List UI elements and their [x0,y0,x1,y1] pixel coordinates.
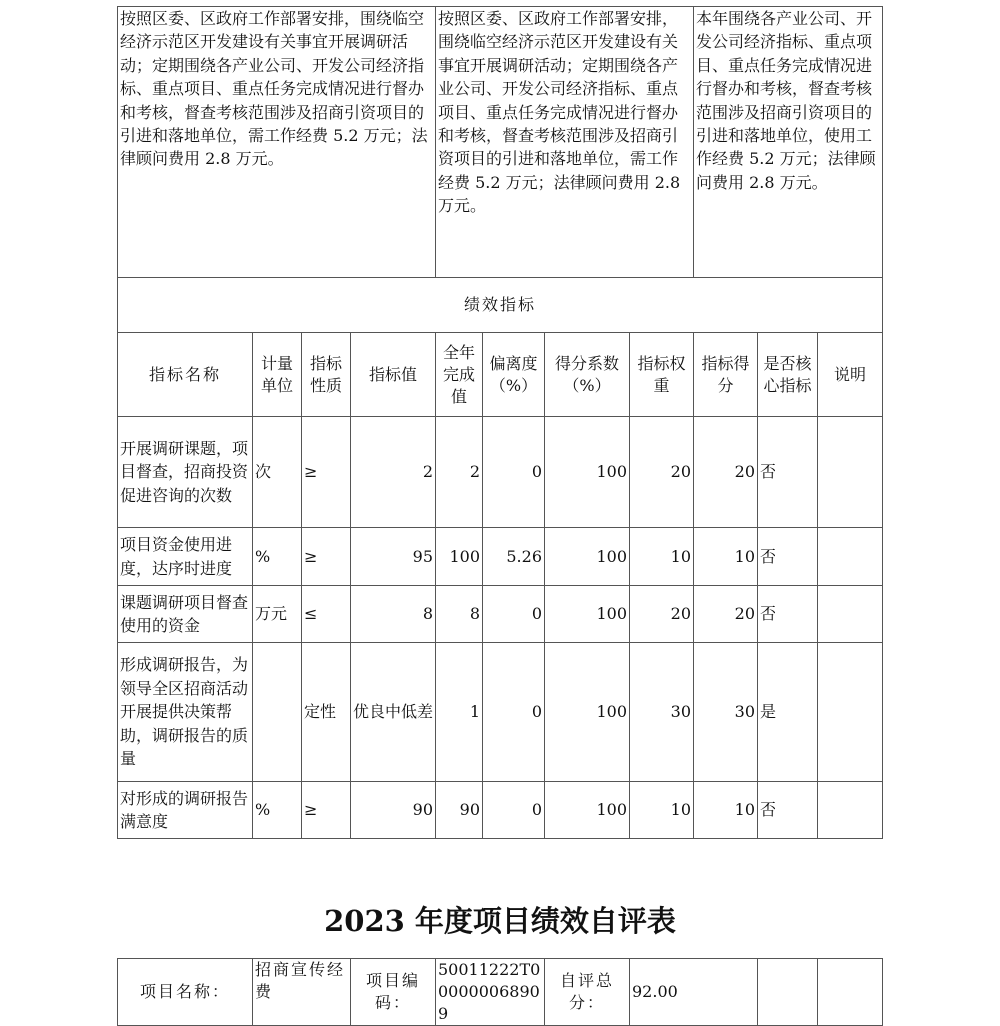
indicator-name: 课题调研项目督查使用的资金 [118,586,253,643]
actual-cell: 8 [436,586,483,643]
self-score-value: 92.00 [630,959,758,1026]
note-cell [818,643,883,782]
unit-cell: 万元 [253,586,302,643]
deviation-cell: 0 [483,586,545,643]
note-cell [818,528,883,586]
coefficient-cell: 100 [545,417,630,528]
score-cell: 10 [694,528,758,586]
unit-cell [253,643,302,782]
self-score-label: 自评总分： [545,959,630,1026]
indicator-name: 形成调研报告，为领导全区招商活动开展提供决策帮助，调研报告的质量 [118,643,253,782]
header-unit: 计量单位 [253,333,302,417]
coefficient-cell: 100 [545,782,630,839]
score-cell: 30 [694,643,758,782]
section-row [118,278,883,333]
actual-cell: 90 [436,782,483,839]
indicator-name: 开展调研课题，项目督查，招商投资促进咨询的次数 [118,417,253,528]
core-cell: 否 [758,782,818,839]
content-cell-plan: 按照区委、区政府工作部署安排，围绕临空经济示范区开发建设有关事宜开展调研活动；定期围绕各产业公司、开发公司经济指标、重点项目、重点任务完成情况进行督办和考核，督查考核范围涉及招商引资项目的引进和落地单位，需工作经费 5.2 万元；法律顾问费用 2.8 万元。 [118,7,436,278]
note-cell [818,782,883,839]
target-cell: 8 [351,586,436,643]
actual-cell: 1 [436,643,483,782]
target-cell: 2 [351,417,436,528]
table-row [118,643,883,782]
target-cell: 优良中低差 [351,643,436,782]
core-cell: 是 [758,643,818,782]
actual-cell: 100 [436,528,483,586]
weight-cell: 10 [630,782,694,839]
deviation-cell: 5.26 [483,528,545,586]
project-code-value: 50011222T000000068909 [436,959,545,1026]
actual-cell: 2 [436,417,483,528]
header-row [118,333,883,417]
unit-cell: % [253,528,302,586]
indicator-name: 项目资金使用进度，达序时进度 [118,528,253,586]
header-weight: 指标权重 [630,333,694,417]
coefficient-cell: 100 [545,586,630,643]
header-nature: 指标性质 [302,333,351,417]
weight-cell: 20 [630,417,694,528]
section-title: 绩效指标 [118,278,883,333]
weight-cell: 10 [630,528,694,586]
unit-cell: % [253,782,302,839]
header-actual: 全年完成值 [436,333,483,417]
project-code-label: 项目编码： [351,959,436,1026]
header-core: 是否核心指标 [758,333,818,417]
project-name-value: 招商宣传经费 [253,959,351,1026]
deviation-cell: 0 [483,643,545,782]
indicator-name: 对形成的调研报告满意度 [118,782,253,839]
empty-cell [758,959,818,1026]
weight-cell: 30 [630,643,694,782]
header-deviation: 偏离度（%） [483,333,545,417]
empty-cell [818,959,883,1026]
performance-table [117,6,883,839]
core-cell: 否 [758,586,818,643]
content-cell-actual: 本年围绕各产业公司、开发公司经济指标、重点项目、重点任务完成情况进行督办和考核，督查考核范围涉及招商引资项目的引进和落地单位，使用工作经费 5.2 万元；法律顾问费用 2.8 万元。 [694,7,883,278]
table-row [118,528,883,586]
header-indicator-name: 指标名称 [118,333,253,417]
table-row [118,782,883,839]
weight-cell: 20 [630,586,694,643]
core-cell: 否 [758,528,818,586]
header-coefficient: 得分系数（%） [545,333,630,417]
project-name-label: 项目名称： [118,959,253,1026]
project-info-table [117,958,883,1026]
table-row [118,417,883,528]
header-note: 说明 [818,333,883,417]
header-target: 指标值 [351,333,436,417]
target-cell: 90 [351,782,436,839]
score-cell: 20 [694,586,758,643]
nature-cell: ≥ [302,782,351,839]
core-cell: 否 [758,417,818,528]
deviation-cell: 0 [483,782,545,839]
note-cell [818,417,883,528]
project-info-row [118,959,883,1026]
document-title: 2023 年度项目绩效自评表 [324,904,676,938]
header-score: 指标得分 [694,333,758,417]
content-row [118,7,883,278]
coefficient-cell: 100 [545,528,630,586]
nature-cell: 定性 [302,643,351,782]
coefficient-cell: 100 [545,643,630,782]
score-cell: 10 [694,782,758,839]
table-row [118,586,883,643]
nature-cell: ≥ [302,528,351,586]
target-cell: 95 [351,528,436,586]
nature-cell: ≥ [302,417,351,528]
note-cell [818,586,883,643]
content-cell-target: 按照区委、区政府工作部署安排，围绕临空经济示范区开发建设有关事宜开展调研活动；定期围绕各产业公司、开发公司经济指标、重点项目、重点任务完成情况进行督办和考核，督查考核范围涉及招商引资项目的引进和落地单位，需工作经费 5.2 万元；法律顾问费用 2.8 万元。 [436,7,694,278]
deviation-cell: 0 [483,417,545,528]
unit-cell: 次 [253,417,302,528]
score-cell: 20 [694,417,758,528]
nature-cell: ≤ [302,586,351,643]
